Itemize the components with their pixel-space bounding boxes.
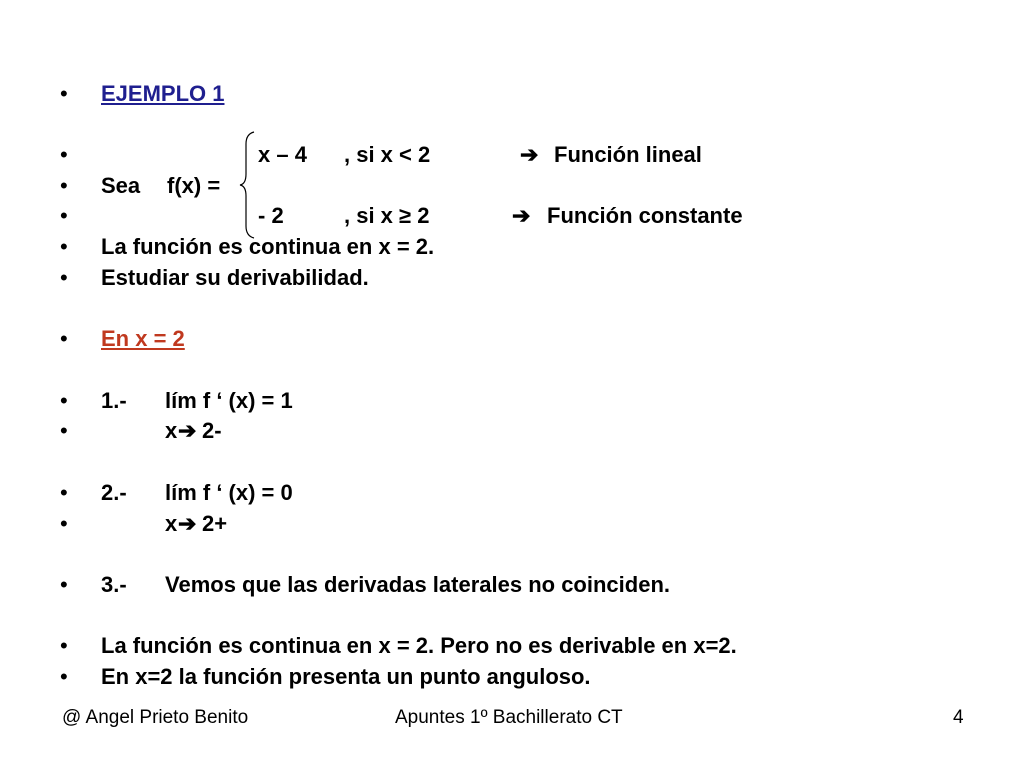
comparison-line	[0, 569, 1000, 601]
point-heading: En x = 2	[101, 326, 185, 351]
limit-point: 2+	[202, 511, 228, 536]
case2-expression: - 2	[258, 203, 284, 228]
limit-variable: x	[165, 418, 178, 443]
function-name: f(x) =	[167, 173, 221, 198]
conclusion-line-2	[0, 661, 1000, 693]
bullet: •	[60, 633, 68, 658]
step-number: 2.-	[101, 480, 127, 505]
limit-point: 2-	[202, 418, 222, 443]
bullet: •	[60, 142, 68, 167]
case1-condition: , si x < 2	[344, 142, 431, 167]
bullet: •	[60, 326, 68, 351]
left-limit-line	[0, 385, 1000, 417]
arrow-icon: ➔	[512, 203, 531, 228]
limit-variable: x	[165, 511, 178, 536]
bullet: •	[60, 388, 68, 413]
step-number: 1.-	[101, 388, 127, 413]
bullet: •	[60, 664, 68, 689]
right-limit-sub-line	[0, 508, 1000, 540]
left-limit-sub-line	[0, 415, 1000, 447]
piecewise-case-1	[0, 139, 1000, 171]
conclusion-line-1	[0, 630, 1000, 662]
bullet: •	[60, 81, 68, 106]
case1-description: Función lineal	[554, 142, 702, 167]
function-definition	[0, 170, 1000, 202]
piecewise-case-2	[0, 200, 1000, 232]
step-number: 3.-	[101, 572, 127, 597]
example-heading: EJEMPLO 1	[101, 81, 225, 106]
bullet: •	[60, 418, 68, 443]
bullet: •	[60, 480, 68, 505]
continuity-text: La función es continua en x = 2.	[101, 234, 435, 259]
case2-description: Función constante	[547, 203, 743, 228]
bullet: •	[60, 511, 68, 536]
footer-author: @ Angel Prieto Benito	[62, 707, 249, 728]
bullet: •	[60, 265, 68, 290]
comparison-text: Vemos que las derivadas laterales no coinciden.	[165, 572, 670, 597]
point-heading-line	[0, 323, 1000, 355]
footer-page-number: 4	[953, 707, 964, 728]
arrow-icon: ➔	[520, 142, 539, 167]
case2-condition: , si x ≥ 2	[344, 203, 430, 228]
arrow-icon: ➔	[178, 511, 197, 536]
study-text: Estudiar su derivabilidad.	[101, 265, 369, 290]
heading-line	[0, 78, 1000, 110]
bullet: •	[60, 572, 68, 597]
left-limit-text: lím f ‘ (x) = 1	[165, 388, 293, 413]
conclusion-text-2: En x=2 la función presenta un punto anguloso.	[101, 664, 591, 689]
bullet: •	[60, 203, 68, 228]
arrow-icon: ➔	[178, 418, 197, 443]
case1-expression: x – 4	[258, 142, 307, 167]
sea-label: Sea	[101, 173, 141, 198]
bullet: •	[60, 234, 68, 259]
continuity-line	[0, 231, 1000, 263]
bullet: •	[60, 173, 68, 198]
right-limit-line	[0, 477, 1000, 509]
conclusion-text-1: La función es continua en x = 2. Pero no es derivable en x=2.	[101, 633, 737, 658]
right-limit-text: lím f ‘ (x) = 0	[165, 480, 293, 505]
footer-course: Apuntes 1º Bachillerato CT	[395, 707, 623, 728]
study-line	[0, 262, 1000, 294]
